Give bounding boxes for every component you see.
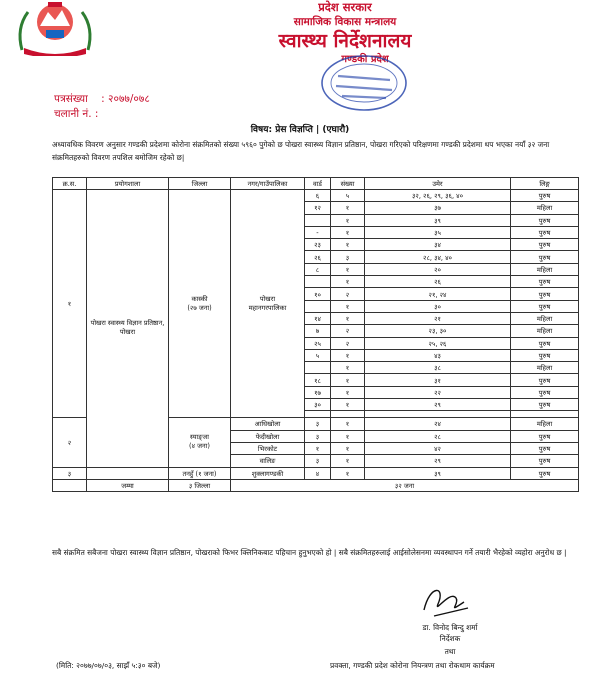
sex-cell: पुरुष [511, 288, 579, 300]
sex-cell: महिला [511, 202, 579, 214]
signer-title: निर्देशक [439, 634, 461, 643]
sex-cell: पुरुष [511, 337, 579, 349]
count-cell: १ [331, 214, 365, 226]
reference-number: पत्रसंख्या : २०७७/०७८ [54, 93, 150, 105]
district-cell: स्याङ्जा (४ जना) [169, 418, 231, 467]
count-cell: १ [331, 418, 365, 430]
ward-cell [305, 411, 331, 418]
govt-name: प्रदेश सरकार [318, 0, 372, 14]
age-cell: ४२ [365, 442, 511, 454]
ward-cell: २३ [305, 239, 331, 251]
count-cell: ३ [331, 251, 365, 263]
serial-cell: १ [53, 190, 87, 418]
dispatch-number: चलानी नं. : [54, 108, 99, 120]
ward-cell: १४ [305, 312, 331, 324]
count-cell: १ [331, 455, 365, 467]
district-cell: तनहुँ (१ जना) [169, 467, 231, 479]
count-cell: १ [331, 349, 365, 361]
ward-cell: ४ [305, 467, 331, 479]
age-cell: ३१ [365, 374, 511, 386]
age-cell: ४३ [365, 349, 511, 361]
ward-cell: १ [305, 442, 331, 454]
count-cell: १ [331, 226, 365, 238]
municipality-cell: शुक्लागण्डकी [231, 467, 305, 479]
sex-cell: पुरुष [511, 399, 579, 411]
header-cell: क्र.स. [53, 178, 87, 190]
sex-cell: पुरुष [511, 276, 579, 288]
sex-cell: पुरुष [511, 190, 579, 202]
cases-table [52, 177, 579, 492]
municipality-cell: पोखरा महानगरपालिका [231, 190, 305, 418]
age-cell: २४ [365, 418, 511, 430]
ward-cell: १८ [305, 374, 331, 386]
ward-cell: २५ [305, 337, 331, 349]
sex-cell: महिला [511, 325, 579, 337]
signer-name: डा. विनोद बिन्दु शर्मा [422, 623, 478, 632]
government-emblem-icon [12, 0, 98, 56]
table-row [53, 467, 579, 479]
sex-cell: पुरुष [511, 214, 579, 226]
header-cell: संख्या [331, 178, 365, 190]
count-cell: १ [331, 263, 365, 275]
header-cell: लिङ्ग [511, 178, 579, 190]
serial-cell [53, 479, 87, 491]
municipality-cell: आधिखोला [231, 418, 305, 430]
total-districts-cell: ३ जिल्ला [169, 479, 231, 491]
age-cell: २१ [365, 312, 511, 324]
age-cell [365, 411, 511, 418]
age-cell: २८, ३४, ४० [365, 251, 511, 263]
municipality-cell: फेदीखोला [231, 430, 305, 442]
age-cell: २९ [365, 399, 511, 411]
ward-cell: ८ [305, 263, 331, 275]
ward-cell: १२ [305, 202, 331, 214]
table-row [53, 190, 579, 202]
municipality-cell: भिरकोट [231, 442, 305, 454]
table-body [53, 190, 579, 492]
sex-cell: पुरुष [511, 467, 579, 479]
ward-cell: १७ [305, 386, 331, 398]
count-cell: १ [331, 239, 365, 251]
sex-cell: महिला [511, 312, 579, 324]
signer-and: तथा [444, 647, 456, 656]
table-row [53, 479, 579, 491]
sex-cell: पुरुष [511, 239, 579, 251]
age-cell: ३९ [365, 467, 511, 479]
province-name: गण्डकी प्रदेश [341, 54, 389, 65]
sex-cell: महिला [511, 263, 579, 275]
office-stamp-icon [318, 52, 410, 114]
age-cell: २३, ३० [365, 325, 511, 337]
sex-cell: पुरुष [511, 251, 579, 263]
age-cell: ३४ [365, 239, 511, 251]
sex-cell [511, 411, 579, 418]
age-cell: २१, २४ [365, 288, 511, 300]
ward-cell: ३ [305, 418, 331, 430]
sex-cell: पुरुष [511, 374, 579, 386]
ward-cell: २६ [305, 251, 331, 263]
age-cell: ३५ [365, 226, 511, 238]
signature-icon [416, 580, 472, 620]
ward-cell: ३ [305, 430, 331, 442]
header-cell: जिल्ला [169, 178, 231, 190]
count-cell: २ [331, 337, 365, 349]
ward-cell: ७ [305, 325, 331, 337]
count-cell: २ [331, 325, 365, 337]
age-cell: २२ [365, 386, 511, 398]
header-cell: उमेर [365, 178, 511, 190]
count-cell: १ [331, 467, 365, 479]
age-cell: ३९ [365, 214, 511, 226]
count-cell: १ [331, 399, 365, 411]
subject-line: विषय: प्रेस विज्ञप्ति | (एघारौ) [250, 125, 350, 135]
ward-cell: १० [305, 288, 331, 300]
sex-cell: पुरुष [511, 300, 579, 312]
municipality-cell: वालिङ [231, 455, 305, 467]
reference-value: २०७७/०७८ [108, 93, 150, 105]
count-cell: १ [331, 442, 365, 454]
header-cell: प्रयोगशाला [87, 178, 169, 190]
ward-cell [305, 362, 331, 374]
sex-cell: पुरुष [511, 349, 579, 361]
count-cell: १ [331, 430, 365, 442]
signer-office: प्रवक्ता, गण्डकी प्रदेश कोरोना नियन्त्रण तथा रोकथाम कार्यक्रम [330, 661, 495, 670]
district-cell: कास्की (२७ जना) [169, 190, 231, 418]
sex-cell: महिला [511, 362, 579, 374]
count-cell: ५ [331, 190, 365, 202]
count-cell: १ [331, 362, 365, 374]
total-persons-cell: ३२ जना [231, 479, 579, 491]
ministry-name: सामाजिक विकास मन्त्रालय [293, 16, 397, 28]
serial-cell: ३ [53, 467, 87, 479]
serial-cell: २ [53, 418, 87, 467]
ward-cell [305, 300, 331, 312]
count-cell: १ [331, 374, 365, 386]
reference-label: पत्रसंख्या [54, 93, 88, 105]
header-cell: वार्ड [305, 178, 331, 190]
age-cell: ३० [365, 300, 511, 312]
sex-cell: महिला [511, 418, 579, 430]
sex-cell: पुरुष [511, 430, 579, 442]
ward-cell: ६ [305, 190, 331, 202]
age-cell: २० [365, 263, 511, 275]
count-cell: १ [331, 312, 365, 324]
table-header-row [53, 178, 579, 190]
count-cell: १ [331, 386, 365, 398]
lab-cell [87, 467, 169, 479]
sex-cell: पुरुष [511, 455, 579, 467]
total-label-cell: जम्मा [87, 479, 169, 491]
ward-cell: ३ [305, 455, 331, 467]
sex-cell: पुरुष [511, 442, 579, 454]
lab-cell: पोखरा स्वास्थ्य विज्ञान प्रतिष्ठान, पोखरा [87, 190, 169, 468]
count-cell: २ [331, 288, 365, 300]
ward-cell: - [305, 226, 331, 238]
ward-cell [305, 276, 331, 288]
count-cell: १ [331, 276, 365, 288]
intro-paragraph: अध्यावधिक विवरण अनुसार गण्डकी प्रदेशमा कोरोना संक्रमितको संख्या ५९६० पुगेको छ पोखरा स्वास्थ्य विज्ञान प्रतिष्ठान, पोखरा गरिएको परिक्षणमा गण्डकी प्रदेशमा थप भएका नयाँ ३२ जना संक्रमितहरुको विवरण तपशिल बमोजिम रहेको छ| [52, 140, 550, 162]
age-cell: २६ [365, 276, 511, 288]
ward-cell [305, 214, 331, 226]
count-cell: १ [331, 300, 365, 312]
header-cell: नगर/गाउँपालिका [231, 178, 305, 190]
age-cell: ३२, २६, २९, ३६, ४० [365, 190, 511, 202]
closing-note: सबै संक्रमित सबैजना पोखरा स्वास्थ्य विज्ञान प्रतिष्ठान, पोखराको फिभर क्लिनिकबाट पहिचान हुनुभएको हो | सबै संक्रमितहरुलाई आईसोलेसनमा व्यवस्थापन गर्ने तयारी भैरहेको व्यहोरा अनुरोध छ | [52, 548, 567, 557]
issue-date: (मिति: २०७७/०७/०३, साझँ ५:३० बजे) [56, 661, 161, 670]
sex-cell: पुरुष [511, 386, 579, 398]
count-cell: १ [331, 202, 365, 214]
age-cell: ३८ [365, 362, 511, 374]
sex-cell: पुरुष [511, 226, 579, 238]
ward-cell: ३० [305, 399, 331, 411]
age-cell: २९ [365, 455, 511, 467]
age-cell: ३७ [365, 202, 511, 214]
count-cell [331, 411, 365, 418]
age-cell: २८ [365, 430, 511, 442]
ward-cell: ५ [305, 349, 331, 361]
directorate-name: स्वास्थ्य निर्देशनालय [278, 30, 412, 52]
age-cell: २५, २६ [365, 337, 511, 349]
